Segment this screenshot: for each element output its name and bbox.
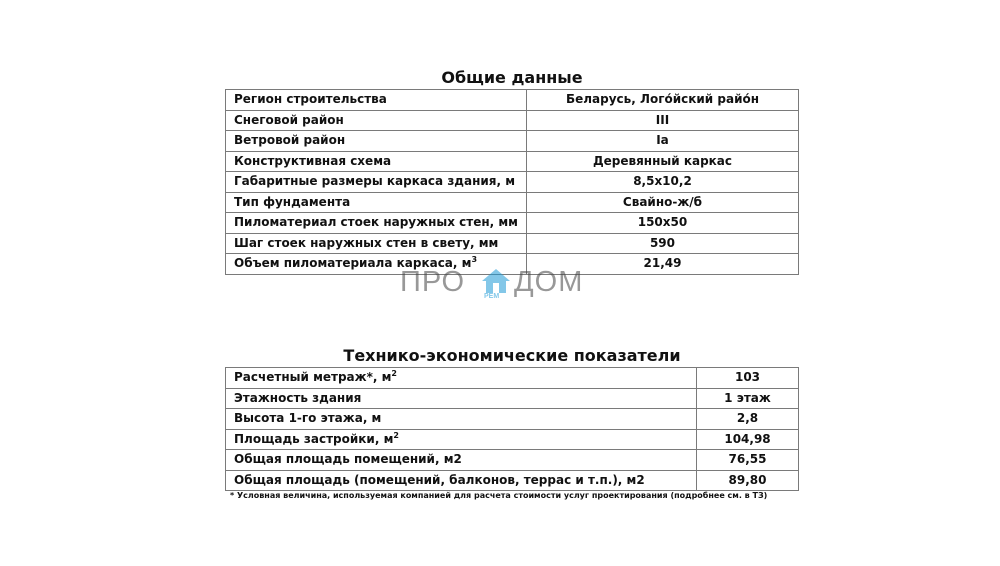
row-value: Деревянный каркас (526, 151, 798, 172)
row-value: Ia (526, 131, 798, 152)
row-label: Тип фундамента (226, 192, 527, 213)
row-label: Габаритные размеры каркаса здания, м (226, 172, 527, 193)
table-row (226, 192, 799, 213)
row-label: Конструктивная схема (226, 151, 527, 172)
tech-indicators-title: Технико-экономические показатели (343, 346, 681, 365)
row-label: Этажность здания (226, 388, 697, 409)
table-row (226, 110, 799, 131)
row-value: Свайно-ж/б (526, 192, 798, 213)
row-label: Регион строительства (226, 90, 527, 111)
row-label: Общая площадь помещений, м2 (226, 450, 697, 471)
row-label: Пиломатериал стоек наружных стен, мм (226, 213, 527, 234)
logo-word-pro: ПРО (400, 266, 466, 298)
unit-superscript: 2 (393, 430, 399, 440)
row-label: Снеговой район (226, 110, 527, 131)
prodom-logo (400, 266, 600, 306)
table-row (226, 233, 799, 254)
row-value: 2,8 (697, 409, 799, 430)
row-label-text: Объем пиломатериала каркаса, м (234, 256, 472, 271)
row-value: 590 (526, 233, 798, 254)
row-label: Общая площадь (помещений, балконов, террас и т.п.), м2 (226, 470, 697, 491)
row-label (226, 368, 697, 389)
general-data-table (225, 89, 799, 275)
tech-indicators-table (225, 367, 799, 491)
general-data-title: Общие данные (441, 68, 583, 87)
table-row (226, 131, 799, 152)
row-value: 76,55 (697, 450, 799, 471)
table-row (226, 470, 799, 491)
row-value: 8,5x10,2 (526, 172, 798, 193)
row-label (226, 429, 697, 450)
row-value: 104,98 (697, 429, 799, 450)
row-label: Ветровой район (226, 131, 527, 152)
table-row (226, 90, 799, 111)
row-label: Шаг стоек наружных стен в свету, мм (226, 233, 527, 254)
table-row (226, 388, 799, 409)
row-value: 21,49 (526, 254, 798, 275)
table-row (226, 429, 799, 450)
table-row (226, 151, 799, 172)
row-value: 103 (697, 368, 799, 389)
row-value: III (526, 110, 798, 131)
row-value: 1 этаж (697, 388, 799, 409)
row-value: Беларусь, Лого́йский райо́н (526, 90, 798, 111)
row-value: 89,80 (697, 470, 799, 491)
table-row (226, 409, 799, 430)
unit-superscript: 3 (471, 255, 478, 265)
table-row (226, 172, 799, 193)
logo-word-dom: ДОМ (514, 266, 584, 298)
table-row (226, 450, 799, 471)
row-label-text: Площадь застройки, м (234, 431, 394, 446)
row-label-text: Расчетный метраж*, м (234, 370, 392, 385)
table-row (226, 368, 799, 389)
row-label: Высота 1-го этажа, м (226, 409, 697, 430)
table-row (226, 213, 799, 234)
row-value: 150x50 (526, 213, 798, 234)
unit-superscript: 2 (391, 369, 397, 379)
logo-sub: РЕМ (484, 293, 500, 300)
footnote: * Условная величина, используемая компанией для расчета стоимости услуг проектирования (подробнее см. в ТЗ) (230, 491, 768, 500)
